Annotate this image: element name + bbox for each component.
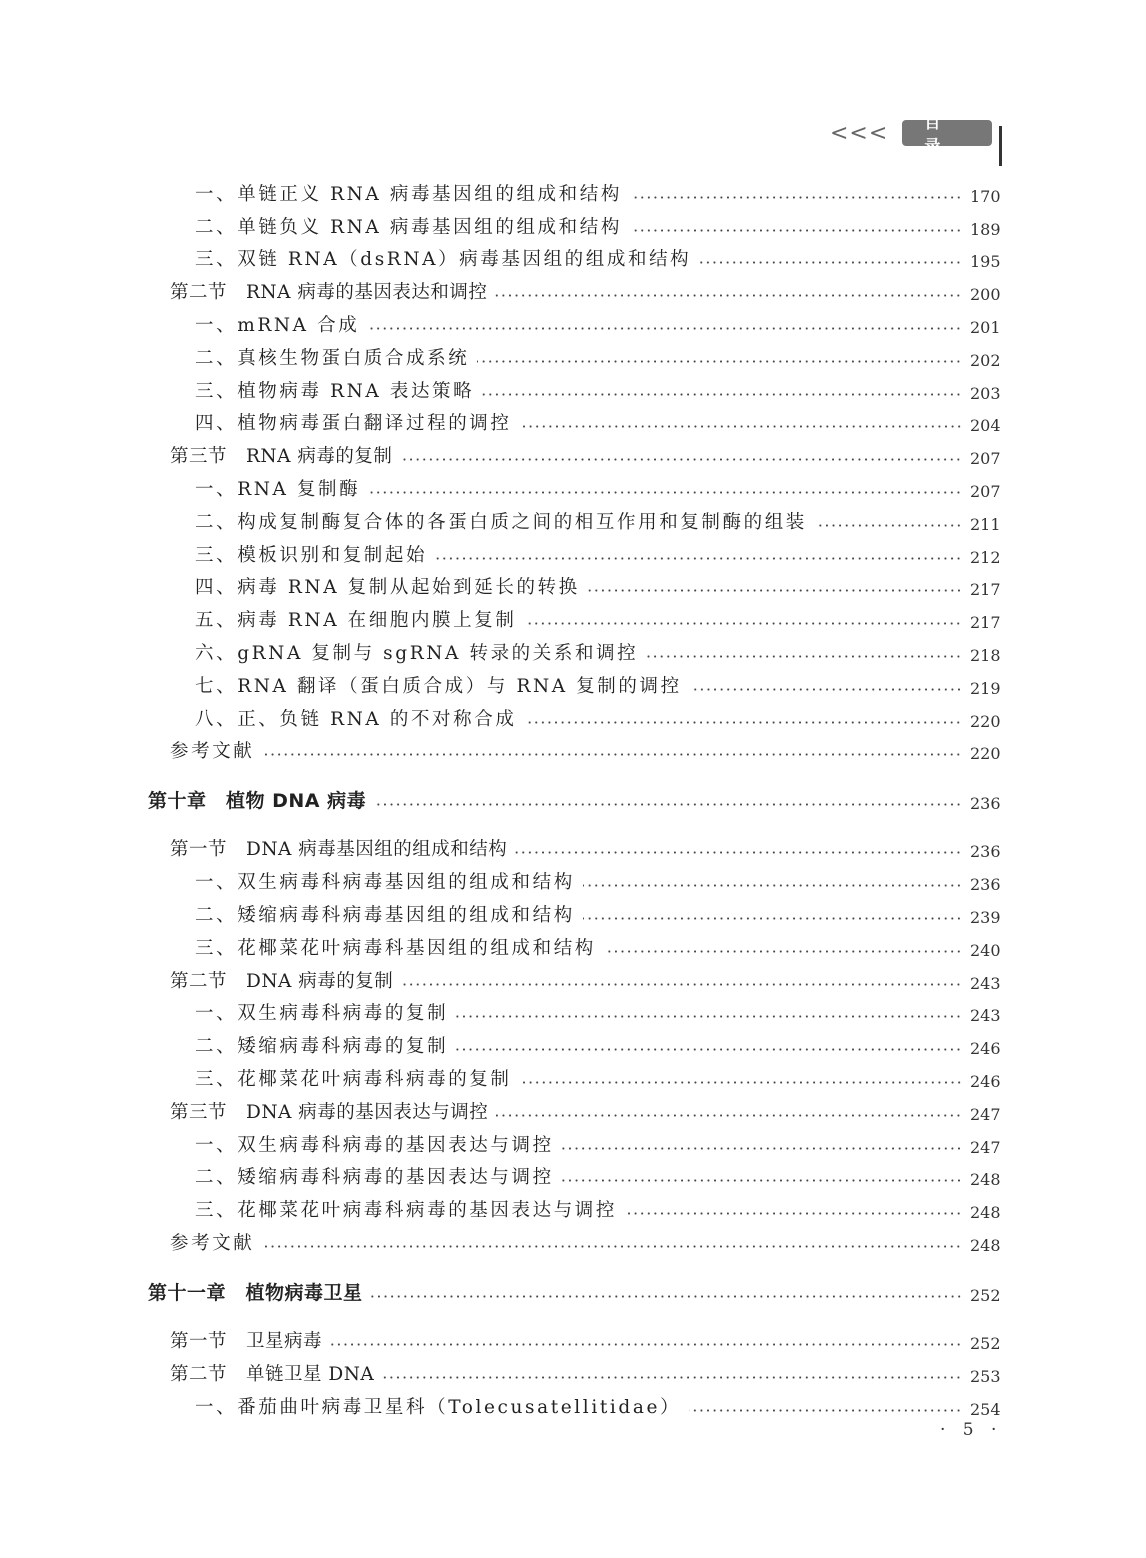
toc-entry-title: 二、矮缩病毒科病毒基因组的组成和结构: [195, 904, 575, 926]
toc-entry-title: 一、番茄曲叶病毒卫星科（Tolecusatellitidae）: [195, 1396, 682, 1418]
toc-entry-section[interactable]: [0, 1091, 1146, 1124]
dot-leader: [262, 1245, 962, 1248]
toc-entry-title: 二、真核生物蛋白质合成系统: [195, 347, 470, 369]
toc-entry-refs[interactable]: [0, 731, 1146, 764]
dot-leader: [646, 655, 962, 658]
toc-entry-item[interactable]: [0, 1058, 1146, 1091]
toc-entry-page: 220: [970, 744, 1001, 764]
toc-entry-item[interactable]: [0, 698, 1146, 731]
dot-leader: [400, 458, 962, 461]
toc-entry-page: 247: [970, 1104, 1001, 1124]
toc-entry-item[interactable]: [0, 173, 1146, 206]
toc-entry-title: 第一节 DNA 病毒基因组的组成和结构: [170, 839, 508, 861]
toc-entry-item[interactable]: [0, 567, 1146, 600]
toc-entry-page: 189: [970, 219, 1001, 239]
toc-entry-item[interactable]: [0, 993, 1146, 1026]
toc-entry-page: 253: [970, 1366, 1001, 1386]
toc-entry-chapter[interactable]: [0, 1255, 1146, 1305]
dot-leader: [604, 950, 962, 953]
toc-entry-item[interactable]: [0, 1157, 1146, 1190]
toc-entry-item[interactable]: [0, 1025, 1146, 1058]
toc-entry-chapter[interactable]: [0, 763, 1146, 813]
toc-entry-page: 201: [970, 317, 1001, 337]
toc-entry-title: 第二节 单链卫星 DNA: [170, 1363, 375, 1385]
dot-leader: [330, 1343, 962, 1346]
dot-leader: [456, 1015, 962, 1018]
toc-entry-title: 八、正、负链 RNA 的不对称合成: [195, 708, 517, 730]
toc-entry-section[interactable]: [0, 271, 1146, 304]
dot-leader: [690, 688, 962, 691]
toc-entry-item[interactable]: [0, 206, 1146, 239]
toc-entry-title: 参考文献: [170, 741, 255, 763]
toc-entry-item[interactable]: [0, 1124, 1146, 1157]
dot-leader: [588, 589, 962, 592]
dot-leader: [524, 721, 962, 724]
toc-entry-title: 四、病毒 RNA 复制从起始到延长的转换: [195, 577, 580, 599]
dot-leader: [515, 851, 962, 854]
toc-entry-title: 第十一章 植物病毒卫星: [148, 1281, 363, 1304]
toc-entry-page: 220: [970, 711, 1001, 731]
toc-entry-title: 一、单链正义 RNA 病毒基因组的组成和结构: [195, 183, 622, 205]
toc-entry-title: 参考文献: [170, 1232, 255, 1254]
toc-entry-title: 一、RNA 复制酶: [195, 478, 361, 500]
toc-entry-title: 五、病毒 RNA 在细胞内膜上复制: [195, 610, 517, 632]
dot-leader: [524, 622, 962, 625]
toc-entry-title: 七、RNA 翻译（蛋白质合成）与 RNA 复制的调控: [195, 675, 682, 697]
dot-leader: [562, 1147, 962, 1150]
dot-leader: [371, 1295, 962, 1298]
dot-leader: [630, 196, 962, 199]
toc-entry-title: 第十章 植物 DNA 病毒: [148, 790, 367, 813]
toc-entry-item[interactable]: [0, 337, 1146, 370]
toc-entry-title: 一、双生病毒科病毒的基因表达与调控: [195, 1134, 554, 1156]
dot-leader: [477, 360, 962, 363]
toc-entry-title: 二、矮缩病毒科病毒的复制: [195, 1036, 449, 1058]
toc-entry-page: 217: [970, 580, 1001, 600]
dot-leader: [815, 524, 962, 527]
toc-entry-page: 248: [970, 1203, 1001, 1223]
toc-entry-page: 203: [970, 383, 1001, 403]
dot-leader: [482, 393, 962, 396]
dot-leader: [382, 1376, 962, 1379]
dot-leader: [262, 753, 962, 756]
toc-entry-item[interactable]: [0, 501, 1146, 534]
toc-entry-page: 243: [970, 973, 1001, 993]
toc-entry-item[interactable]: [0, 861, 1146, 894]
toc-entry-page: 170: [970, 186, 1001, 206]
toc-entry-title: 一、双生病毒科病毒基因组的组成和结构: [195, 872, 575, 894]
toc-entry-section[interactable]: [0, 1353, 1146, 1386]
toc-entry-section[interactable]: [0, 813, 1146, 861]
toc-entry-title: 三、花椰菜花叶病毒科基因组的组成和结构: [195, 937, 596, 959]
dot-leader: [456, 1048, 962, 1051]
toc-entry-item[interactable]: [0, 534, 1146, 567]
toc-entry-title: 第一节 卫星病毒: [170, 1330, 323, 1352]
toc-entry-title: 二、单链负义 RNA 病毒基因组的组成和结构: [195, 216, 622, 238]
toc-entry-page: 252: [970, 1285, 1001, 1305]
toc-entry-title: 六、gRNA 复制与 sgRNA 转录的关系和调控: [195, 642, 639, 664]
toc-entry-page: 211: [970, 514, 1001, 534]
toc-entry-title: 三、花椰菜花叶病毒科病毒的复制: [195, 1068, 512, 1090]
dot-leader: [495, 294, 962, 297]
toc-entry-item[interactable]: [0, 927, 1146, 960]
toc-entry-refs[interactable]: [0, 1222, 1146, 1255]
toc-entry-page: 246: [970, 1039, 1001, 1059]
toc-entry-item[interactable]: [0, 632, 1146, 665]
toc-entry-title: 三、双链 RNA（dsRNA）病毒基因组的组成和结构: [195, 249, 692, 271]
table-of-contents: [0, 173, 1146, 1419]
toc-entry-title: 一、双生病毒科病毒的复制: [195, 1003, 449, 1025]
toc-entry-page: 236: [970, 875, 1001, 895]
dot-leader: [583, 917, 962, 920]
toc-entry-page: 239: [970, 907, 1001, 927]
dot-leader: [435, 557, 962, 560]
dot-leader: [630, 229, 962, 232]
toc-entry-item[interactable]: [0, 370, 1146, 403]
toc-entry-page: 252: [970, 1333, 1001, 1353]
toc-entry-item[interactable]: [0, 894, 1146, 927]
dot-leader: [699, 261, 962, 264]
toc-entry-page: 218: [970, 645, 1001, 665]
toc-entry-title: 第三节 DNA 病毒的基因表达与调控: [170, 1101, 489, 1123]
toc-entry-item[interactable]: [0, 1189, 1146, 1222]
toc-entry-section[interactable]: [0, 960, 1146, 993]
header-arrows: <<<: [830, 120, 889, 146]
toc-entry-title: 第三节 RNA 病毒的复制: [170, 446, 393, 468]
dot-leader: [562, 1179, 962, 1182]
toc-entry-title: 第二节 RNA 病毒的基因表达和调控: [170, 282, 488, 304]
toc-entry-page: 236: [970, 842, 1001, 862]
toc-entry-page: 240: [970, 940, 1001, 960]
dot-leader: [367, 327, 962, 330]
toc-entry-page: 248: [970, 1170, 1001, 1190]
toc-entry-page: 219: [970, 678, 1001, 698]
toc-entry-title: 第二节 DNA 病毒的复制: [170, 970, 394, 992]
toc-entry-page: 212: [970, 547, 1001, 567]
toc-entry-page: 254: [970, 1399, 1001, 1419]
dot-leader: [374, 803, 962, 806]
toc-entry-page: 243: [970, 1006, 1001, 1026]
toc-entry-section[interactable]: [0, 435, 1146, 468]
toc-entry-page: 204: [970, 416, 1001, 436]
toc-entry-page: 217: [970, 613, 1001, 633]
dot-leader: [625, 1212, 962, 1215]
toc-entry-page: 248: [970, 1235, 1001, 1255]
toc-entry-title: 二、构成复制酶复合体的各蛋白质之间的相互作用和复制酶的组装: [195, 511, 807, 533]
dot-leader: [496, 1114, 962, 1117]
toc-entry-title: 二、矮缩病毒科病毒的基因表达与调控: [195, 1167, 554, 1189]
toc-entry-title: 一、mRNA 合成: [195, 314, 360, 336]
toc-entry-item[interactable]: [0, 239, 1146, 272]
toc-entry-page: 207: [970, 449, 1001, 469]
toc-entry-item[interactable]: [0, 1386, 1146, 1419]
toc-entry-page: 236: [970, 794, 1001, 814]
section-badge: 目录: [902, 120, 992, 146]
toc-entry-item[interactable]: [0, 599, 1146, 632]
dot-leader: [520, 425, 962, 428]
dot-leader: [583, 884, 962, 887]
toc-entry-page: 247: [970, 1137, 1001, 1157]
toc-entry-item[interactable]: [0, 304, 1146, 337]
dot-leader: [520, 1081, 962, 1084]
toc-entry-section[interactable]: [0, 1305, 1146, 1353]
header-rule: [999, 126, 1002, 166]
toc-entry-title: 四、植物病毒蛋白翻译过程的调控: [195, 413, 512, 435]
dot-leader: [689, 1409, 962, 1412]
toc-entry-item[interactable]: [0, 403, 1146, 436]
toc-entry-item[interactable]: [0, 468, 1146, 501]
toc-entry-item[interactable]: [0, 665, 1146, 698]
toc-entry-page: 207: [970, 481, 1001, 501]
dot-leader: [401, 983, 962, 986]
toc-entry-page: 202: [970, 350, 1001, 370]
toc-entry-title: 三、模板识别和复制起始: [195, 544, 428, 566]
toc-entry-title: 三、植物病毒 RNA 表达策略: [195, 380, 475, 402]
toc-entry-page: 246: [970, 1071, 1001, 1091]
page-number: · 5 ·: [940, 1420, 1003, 1440]
toc-entry-title: 三、花椰菜花叶病毒科病毒的基因表达与调控: [195, 1200, 618, 1222]
running-header: [830, 113, 992, 155]
dot-leader: [368, 491, 962, 494]
toc-entry-page: 195: [970, 252, 1001, 272]
toc-entry-page: 200: [970, 285, 1001, 305]
